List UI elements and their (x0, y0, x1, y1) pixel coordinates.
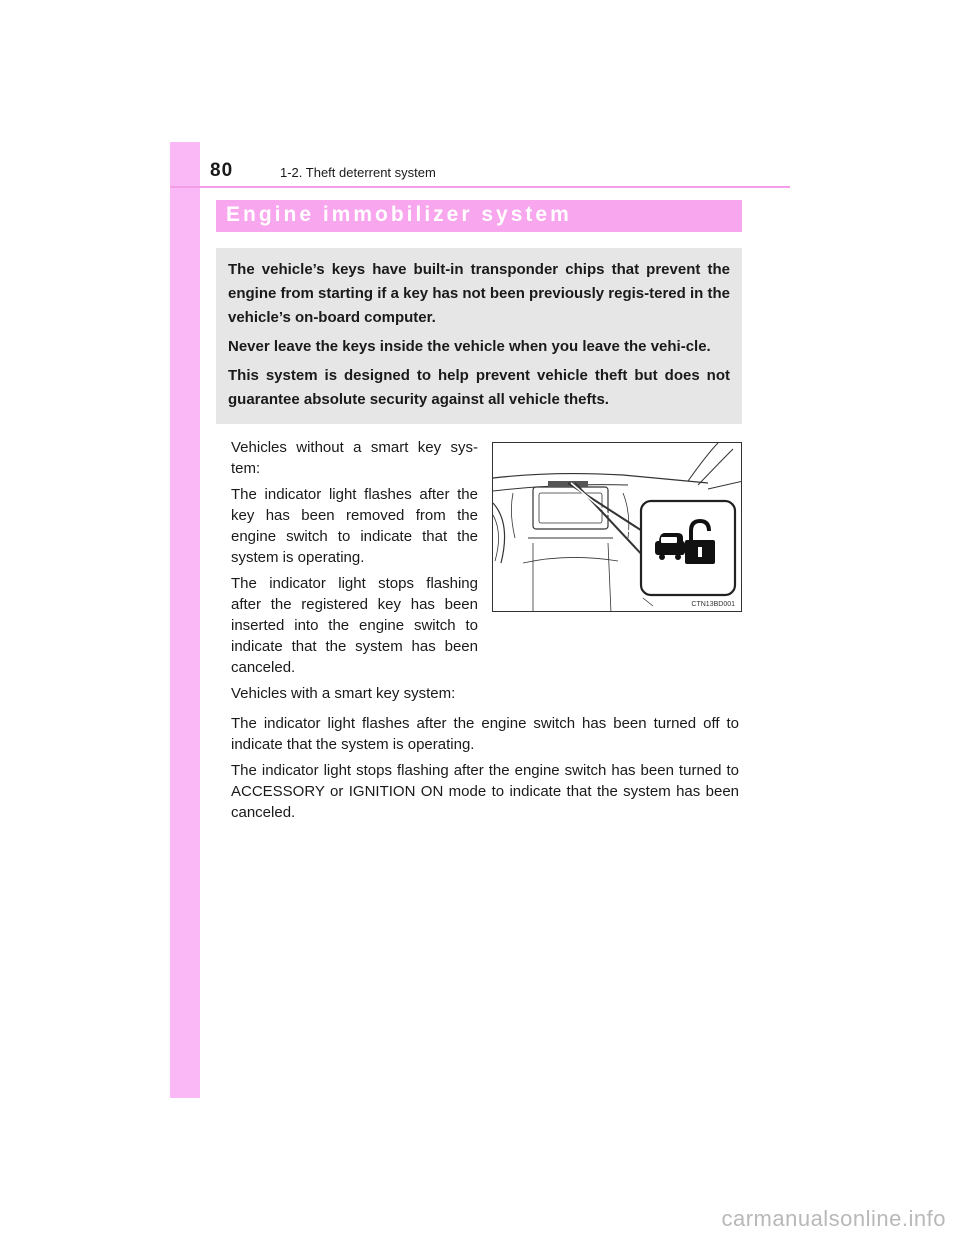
dashboard-drawing (493, 443, 742, 612)
wide-text-block (231, 713, 739, 828)
figure-code: CTN13BD001 (691, 601, 735, 608)
summary-paragraph: Never leave the keys inside the vehicle when you leave the vehi-cle. (228, 338, 711, 355)
body-paragraph: The indicator light flashes after the engine switch has been turned off to indicate that the system is operating. (231, 715, 739, 753)
summary-paragraph: This system is designed to help prevent vehicle theft but does not guarantee absolute security against all vehicle thefts. (228, 367, 730, 408)
header-rule (170, 186, 790, 188)
summary-paragraph: The vehicle’s keys have built-in transponder chips that prevent the engine from starting if a key has not been previously regis-tered in the vehicle’s on-board computer. (228, 261, 730, 326)
section-header: 1-2. Theft deterrent system (280, 165, 436, 180)
dashboard-illustration (492, 442, 742, 612)
page-title: Engine immobilizer system (226, 203, 572, 226)
body-paragraph: The indicator light stops flashing after the engine switch has been turned to ACCESSORY or IGNITION ON mode to indicate that the system has been canceled. (231, 762, 739, 821)
body-paragraph: Vehicles with a smart key system: (231, 685, 456, 702)
body-paragraph: The indicator light flashes after the key has been removed from the engine switch to indicate that the system is operating. (231, 486, 478, 566)
body-paragraph: Vehicles without a smart key sys-tem: (231, 439, 478, 477)
watermark: carmanualsonline.info (721, 1206, 946, 1231)
body-paragraph: The indicator light stops flashing after the registered key has been inserted into the engine switch to indicate that the system has been canceled. (231, 575, 478, 676)
summary-box (216, 248, 742, 424)
side-tab-strip (170, 142, 200, 1098)
section-title-bar (216, 200, 742, 232)
page-number: 80 (210, 160, 234, 181)
narrow-text-block (231, 437, 478, 709)
